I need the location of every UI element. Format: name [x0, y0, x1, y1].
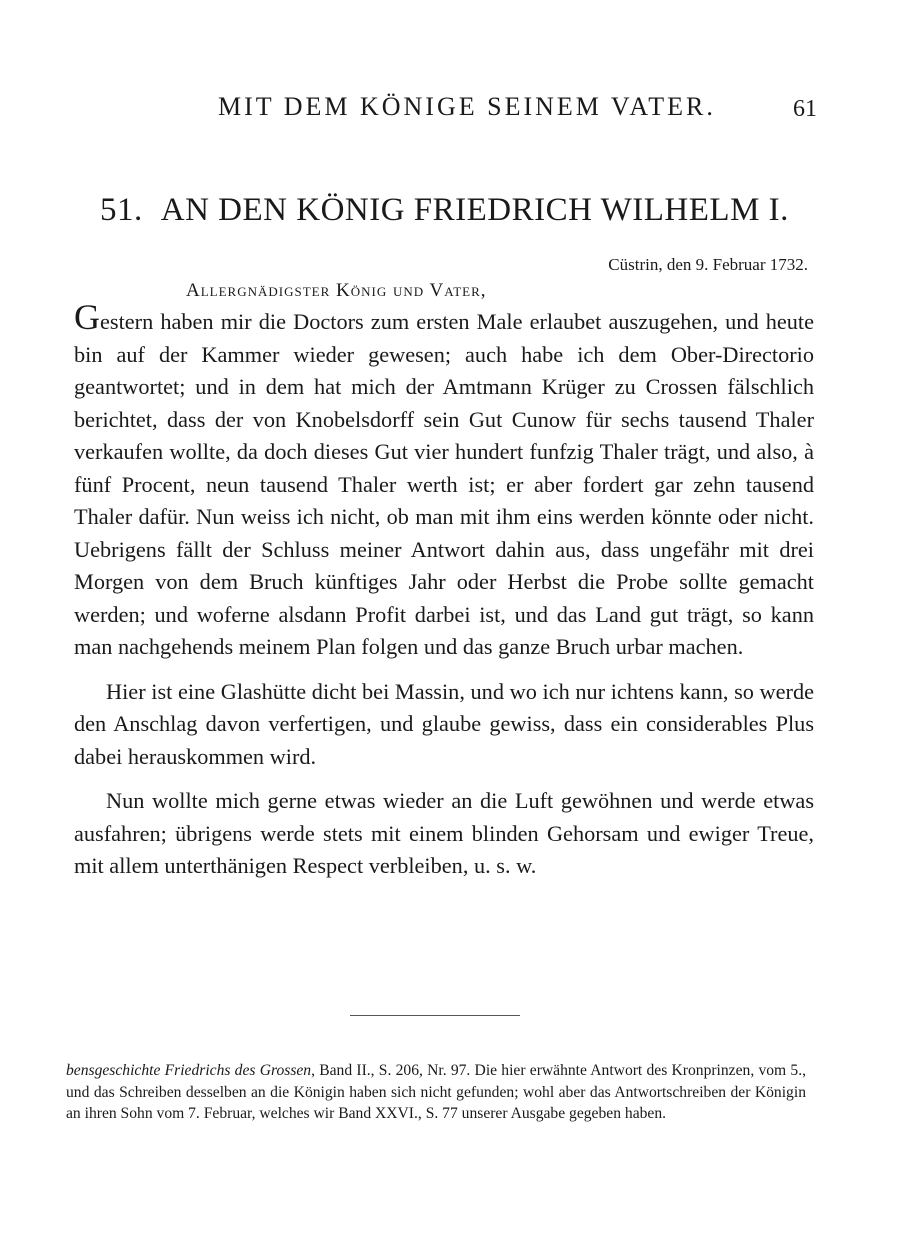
- drop-cap: G: [74, 297, 100, 337]
- letter-heading: [100, 192, 820, 229]
- page-number: 61: [793, 96, 817, 122]
- footnote-separator: [350, 1015, 520, 1016]
- salutation: Allergnädigster König und Vater,: [186, 280, 487, 301]
- paragraph-1-text: estern haben mir die Doctors zum ersten Male erlaubet auszugehen, und heute bin auf der Kammer wieder gewesen; auch habe ich dem Ober-Directorio geantwortet; und in dem hat mich der Amtmann Krüger zu Crossen fälschlich berichtet, dass der von Knobelsdorff sein Gut Cunow für sechs tausend Thaler verkaufen wollte, da doch dieses Gut vier hundert funfzig Thaler trägt, und also, à fünf Procent, neun tausend Thaler werth ist; er aber fordert gar zehn tausend Thaler dafür. Nun weiss ich nicht, ob man mit ihm eins werden könnte oder nicht. Uebrigens fällt der Schluss meiner Antwort dahin aus, dass ungefähr mit drei Morgen von dem Bruch künftiges Jahr oder Herbst die Probe sollte gemacht werden; und woferne alsdann Profit darbei ist, und das Land gut trägt, so kann man nachgehends meinem Plan folgen und das ganze Bruch urbar machen.: [74, 309, 814, 659]
- paragraph-3: Nun wollte mich gerne etwas wieder an die Luft gewöhnen und werde etwas ausfahren; übrigens werde stets mit einem blinden Gehorsam und ewiger Treue, mit allem unterthänigen Respect verbleiben, u. s. w.: [74, 788, 814, 878]
- paragraph-2: Hier ist eine Glashütte dicht bei Massin, und wo ich nur ichtens kann, so werde den Anschlag davon verfertigen, und glaube gewiss, dass ein considerables Plus dabei herauskommen wird.: [74, 678, 814, 769]
- paragraph-1: [74, 297, 814, 664]
- letter-number: 51.: [100, 192, 143, 228]
- footnote-italic: bensgeschichte Friedrichs des Grossen: [66, 1062, 312, 1079]
- running-head: [0, 92, 900, 126]
- letter-body: [74, 297, 814, 895]
- footnote: [66, 1060, 806, 1125]
- running-title: MIT DEM KÖNIGE SEINEM VATER.: [218, 92, 716, 121]
- dateline: Cüstrin, den 9. Februar 1732.: [608, 255, 808, 274]
- letter-title: AN DEN KÖNIG FRIEDRICH WILHELM I.: [160, 192, 789, 228]
- footnote-text: , Band II., S. 206, Nr. 97. Die hier erwähnte Antwort des Kronprinzen, vom 5., und das Schreiben desselben an die Königin haben sich nicht gefunden; wohl aber das Antwortschreiben der Königin an ihren Sohn vom 7. Februar, welches wir Band XXVI., S. 77 unserer Ausgabe gegeben haben.: [66, 1062, 806, 1122]
